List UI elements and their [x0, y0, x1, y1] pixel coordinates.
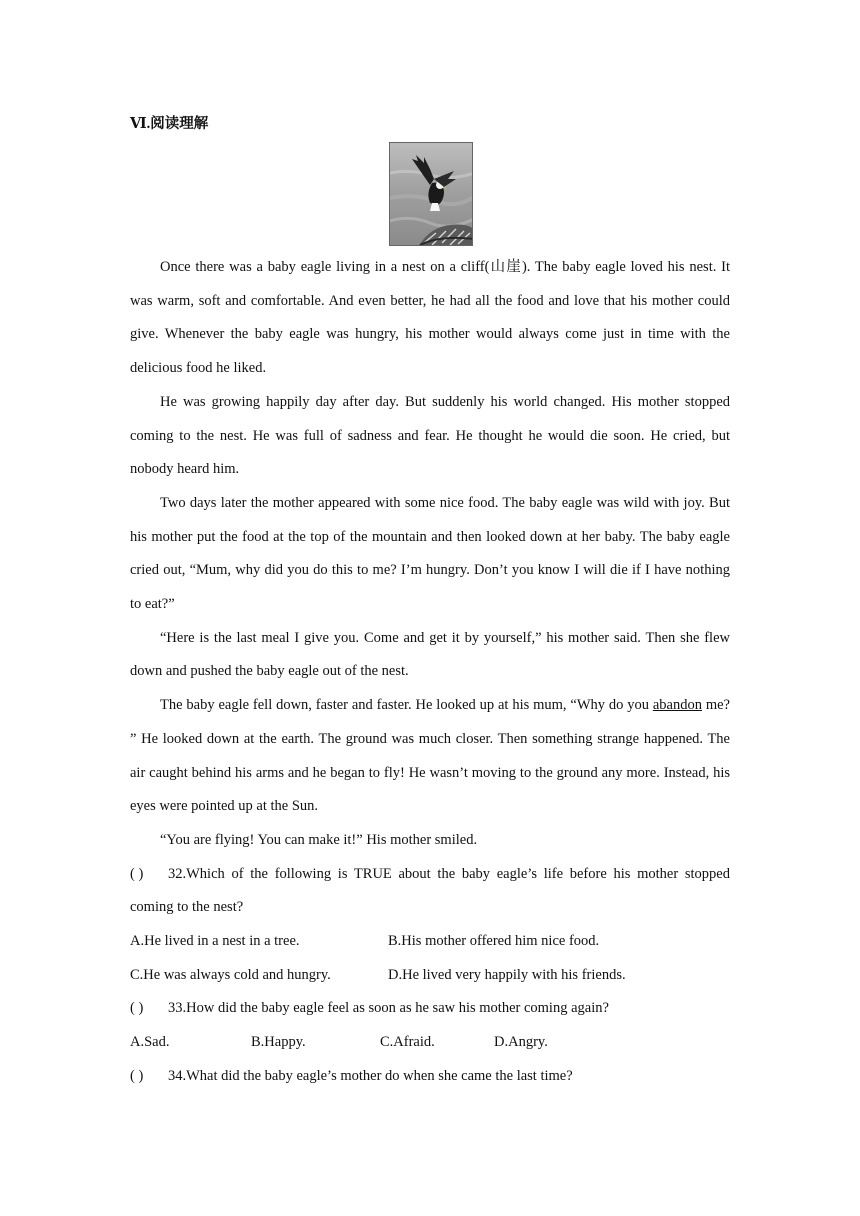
- eagle-icon: [390, 143, 473, 246]
- section-heading: Ⅵ.阅读理解: [130, 116, 209, 132]
- option-a: A.Sad.: [130, 1034, 170, 1051]
- reading-passage: [130, 251, 730, 1094]
- paragraph-5-end: me? ” He looked down at the earth. The ground was much closer. Then something strange happened. The air caught behind his arms and he began to fly! He wasn’t moving to the ground any more. Instead, his eyes were pointed up at the Sun.: [130, 697, 730, 815]
- answer-blank[interactable]: ( ): [130, 1067, 144, 1084]
- paragraph-4: “Here is the last meal I give you. Come and get it by yourself,” his mother said. Then she flew down and pushed the baby eagle out of the nest.: [130, 629, 730, 680]
- paragraph-5: [130, 689, 730, 824]
- underlined-word: abandon: [652, 697, 702, 714]
- question-text: 32.Which of the following is TRUE about the baby eagle’s life before his mother stopped coming to the nest?: [130, 865, 730, 916]
- options-row: [130, 925, 730, 959]
- question-32: [130, 858, 730, 925]
- option-d: D.He lived very happily with his friends.: [388, 966, 626, 983]
- question-text: 33.How did the baby eagle feel as soon as he saw his mother coming again?: [168, 1000, 609, 1017]
- paragraph-5-start: The baby eagle fell down, faster and faster. He looked up at his mum, “Why do you: [160, 697, 653, 714]
- answer-blank[interactable]: ( ): [130, 1000, 144, 1017]
- question-33: [130, 992, 730, 1026]
- paragraph-3: Two days later the mother appeared with some nice food. The baby eagle was wild with joy. But his mother put the food at the top of the mountain and then looked down at her baby. The baby eagle cried out, “Mum, why did you do this to me? I’m hungry. Don’t you know I will die if I have nothing to eat?”: [130, 494, 730, 613]
- question-text: 34.What did the baby eagle’s mother do when she came the last time?: [168, 1067, 573, 1084]
- option-d: D.Angry.: [494, 1034, 548, 1051]
- options-row: [130, 1026, 730, 1060]
- option-b: B.His mother offered him nice food.: [388, 933, 600, 950]
- options-row: [130, 959, 730, 993]
- option-a: A.He lived in a nest in a tree.: [130, 933, 300, 950]
- option-b: B.Happy.: [251, 1034, 306, 1051]
- question-34: [130, 1060, 730, 1094]
- paragraph-2: He was growing happily day after day. But suddenly his world changed. His mother stopped coming to the nest. He was full of sadness and fear. He thought he would die soon. He cried, but nobody heard him.: [130, 393, 730, 478]
- option-c: C.He was always cold and hungry.: [130, 966, 331, 983]
- option-c: C.Afraid.: [380, 1034, 435, 1051]
- answer-blank[interactable]: ( ): [130, 865, 144, 882]
- eagle-photo: [389, 142, 473, 246]
- paragraph-1: Once there was a baby eagle living in a nest on a cliff(山崖). The baby eagle loved his nest. It was warm, soft and comfortable. And even better, he had all the food and love that his mother could give. Whenever the baby eagle was hungry, his mother would always come just in time with the delicious food he liked.: [130, 259, 730, 377]
- paragraph-6: “You are flying! You can make it!” His mother smiled.: [160, 831, 478, 848]
